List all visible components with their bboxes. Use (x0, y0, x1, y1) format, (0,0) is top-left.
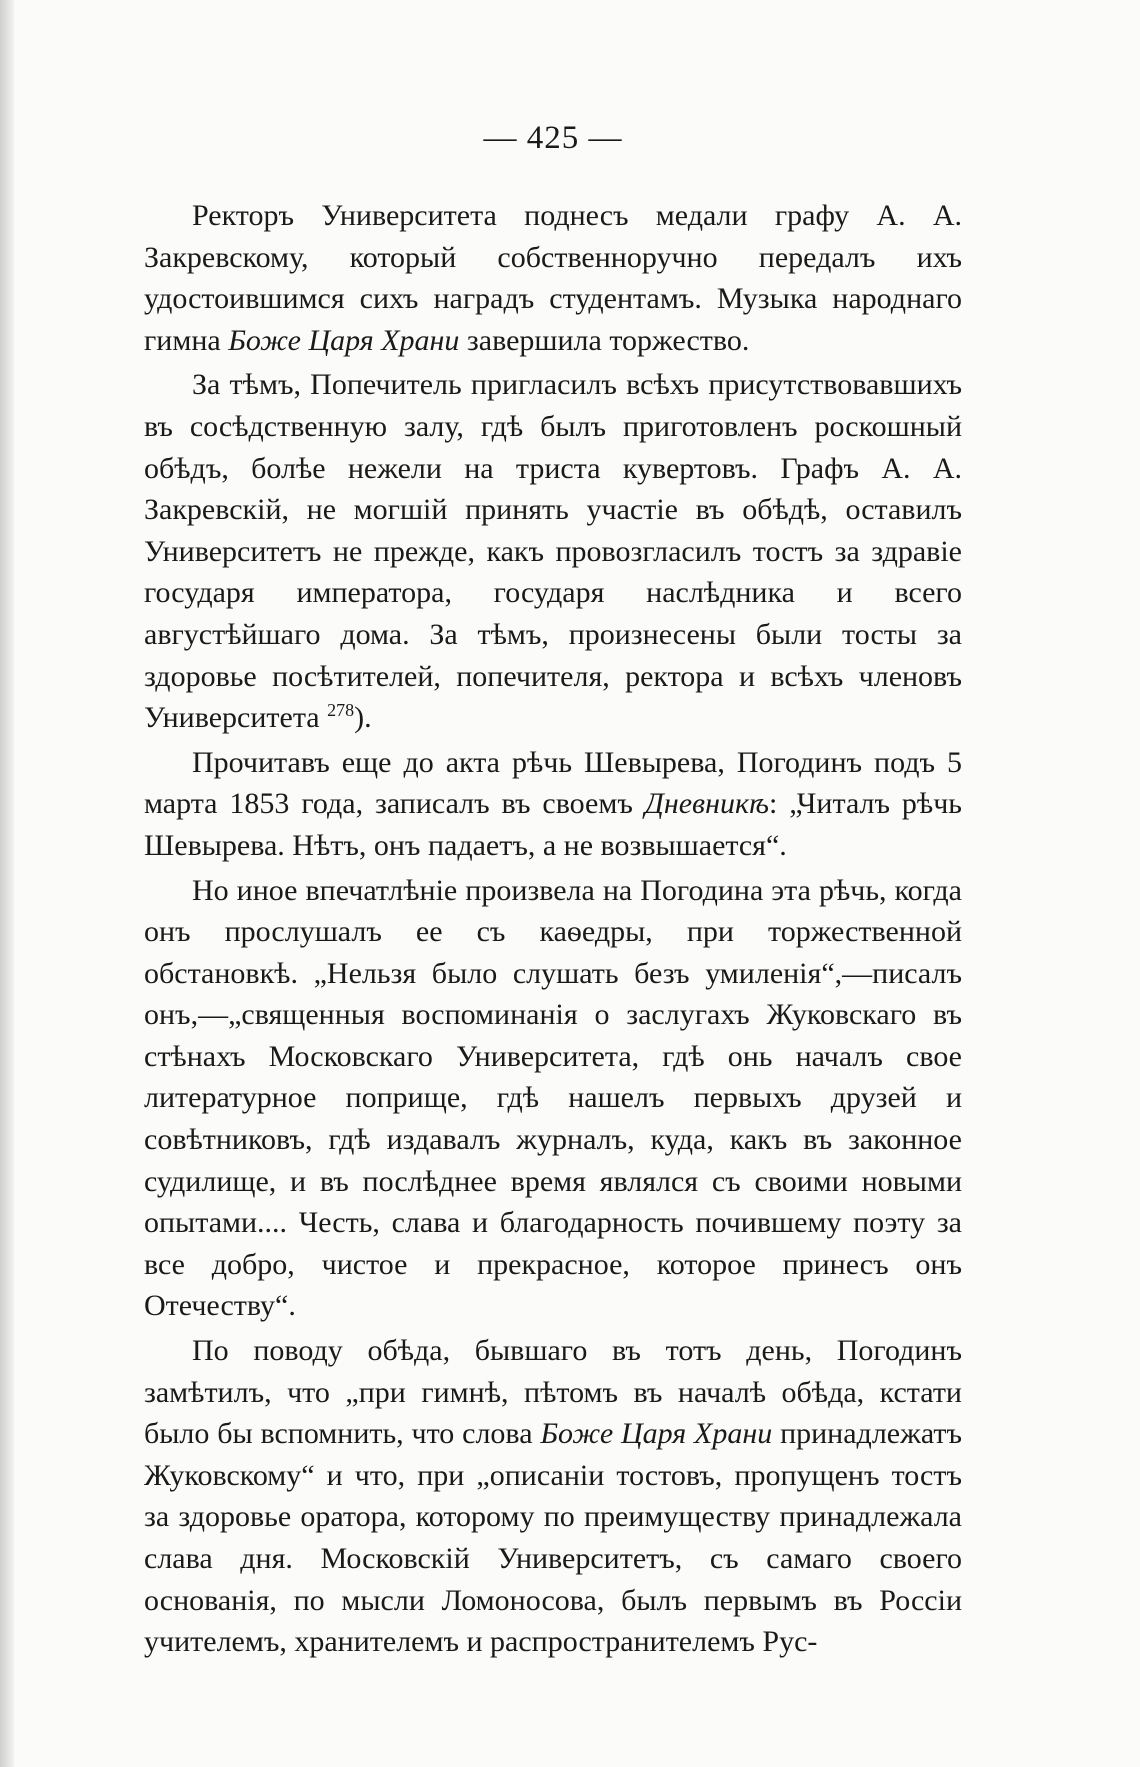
page-edge-shadow (0, 0, 14, 1767)
paragraph-1-text-b: завершила торжество. (459, 323, 750, 357)
paragraph-1 (144, 195, 962, 361)
page-number: — 425 — (483, 120, 623, 156)
paragraph-2-text-a: За тѣмъ, Попечитель пригласилъ всѣхъ присутствовавшихъ въ сосѣдственную залу, гдѣ былъ приготовленъ роскошный обѣдъ, болѣе нежели на триста кувертовъ. Графъ А. А. Закревскій, не могшій принять участіе въ обѣдѣ, оставилъ Университетъ не прежде, какъ провозгласилъ тостъ за здравіе государя императора, государя наслѣдника и всего августѣйшаго дома. За тѣмъ, произнесены были тосты за здоровье посѣтителей, попечителя, ректора и всѣхъ членовъ Университета (144, 368, 962, 735)
paragraph-5-italic: Боже Царя Храни (540, 1417, 773, 1451)
paragraph-3 (144, 742, 962, 867)
paragraph-5 (144, 1330, 962, 1663)
paragraph-1-italic: Боже Царя Храни (228, 323, 460, 357)
paragraph-3-italic: Дневникѣ (644, 787, 769, 821)
paragraph-2-text-b: ). (354, 701, 372, 735)
footnote-marker: 278 (327, 700, 355, 721)
paragraph-5-text-a: По поводу обѣда, бывшаго въ тотъ день, Погодинъ замѣтилъ, что „при гимнѣ, пѣтомъ въ началѣ обѣда, кстати было бы вспомнить, что слова (144, 1334, 962, 1451)
paragraph-2 (144, 364, 962, 738)
paragraph-3-text-b: : „Читалъ рѣчь Шевырева. Нѣтъ, онъ падаетъ, а не возвышается“. (144, 787, 962, 862)
paragraph-4: Но иное впечатлѣніе произвела на Погодина эта рѣчь, когда онъ прослушалъ ее съ каѳедры, при торжественной обстановкѣ. „Нельзя было слушать безъ умиленія“,—писалъ онъ,—„священныя воспоминанія о заслугахъ Жуковскаго въ стѣнахъ Московскаго Университета, гдѣ онь началъ свое литературное поприще, гдѣ нашелъ первыхъ друзей и совѣтниковъ, гдѣ издавалъ журналъ, куда, какъ въ законное судилище, и въ послѣднее время являлся съ своими новыми опытами.... Честь, слава и благодарность почившему поэту за все добро, чистое и прекрасное, которое принесъ онъ Отечеству“. (144, 873, 962, 1323)
book-page (144, 120, 962, 1663)
paragraph-1-text-a: Ректоръ Университета поднесъ медали графу А. А. Закревскому, который собственноручно передалъ ихъ удостоившимся сихъ наградъ студентамъ. Музыка народнаго гимна (144, 199, 962, 357)
paragraph-3-text-a: Прочитавъ еще до акта рѣчь Шевырева, Погодинъ подъ 5 марта 1853 года, записалъ въ своемъ (144, 745, 962, 821)
paragraph-5-text-b: принадлежатъ Жуковскому“ и что, при „описаніи тостовъ, пропущенъ тостъ за здоровье оратора, которому по преимуществу принадлежала слава дня. Московскій Университетъ, съ самаго своего основанія, по мысли Ломоносова, былъ первымъ въ Россіи учителемъ, хранителемъ и распространителемъ Рус- (144, 1417, 962, 1659)
